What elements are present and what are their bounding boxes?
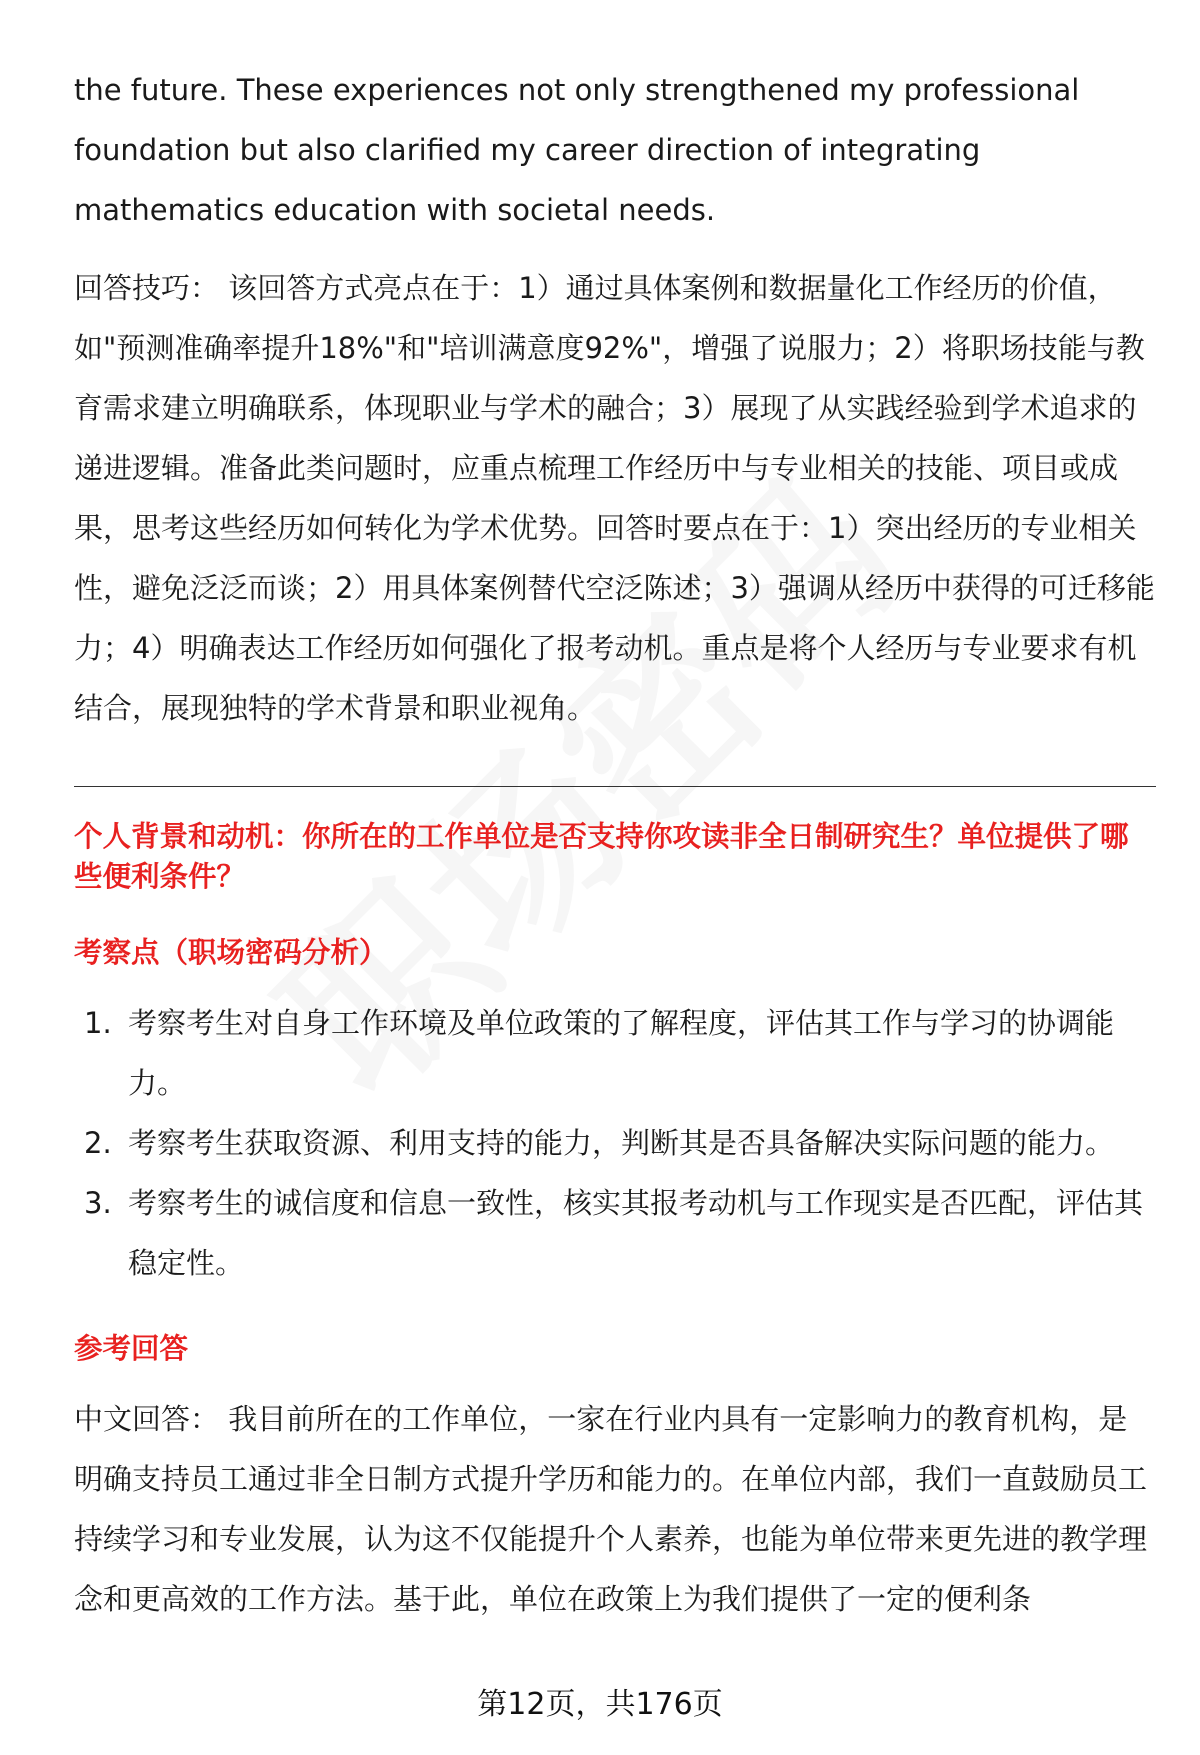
assessment-heading: 考察点（职场密码分析） xyxy=(74,936,388,969)
list-item-text: 考察考生的诚信度和信息一致性，核实其报考动机与工作现实是否匹配，评估其稳定性。 xyxy=(128,1186,1144,1280)
list-item xyxy=(74,993,1156,1113)
document-page xyxy=(74,60,1156,1629)
reference-answer-heading: 参考回答 xyxy=(74,1332,189,1365)
list-item-number: 2. xyxy=(84,1126,112,1160)
answer-tips-paragraph: 回答技巧： 该回答方式亮点在于：1）通过具体案例和数据量化工作经历的价值，如"预测准确率提升18%"和"培训满意度92%"，增强了说服力；2）将职场技能与教育需求建立明确联系，体现职业与学术的融合；3）展现了从实践经验到学术追求的递进逻辑。准备此类问题时，应重点梳理工作经历中与专业相关的技能、项目或成果，思考这些经历如何转化为学术优势。回答时要点在于：1）突出经历的专业相关性，避免泛泛而谈；2）用具体案例替代空泛陈述；3）强调从经历中获得的可迁移能力；4）明确表达工作经历如何强化了报考动机。重点是将个人经历与专业要求有机结合，展现独特的学术背景和职业视角。 xyxy=(74,271,1155,725)
list-item xyxy=(74,1173,1156,1293)
section-divider xyxy=(74,786,1156,787)
assessment-points-list xyxy=(74,993,1156,1293)
chinese-answer-paragraph: 中文回答： 我目前所在的工作单位，一家在行业内具有一定影响力的教育机构，是明确支持员工通过非全日制方式提升学历和能力的。在单位内部，我们一直鼓励员工持续学习和专业发展，认为这不仅能提升个人素养，也能为单位带来更先进的教学理念和更高效的工作方法。基于此，单位在政策上为我们提供了一定的便利条 xyxy=(74,1402,1148,1616)
list-item xyxy=(74,1113,1156,1173)
list-item-text: 考察考生获取资源、利用支持的能力，判断其是否具备解决实际问题的能力。 xyxy=(128,1126,1115,1160)
page-footer: 第12页，共176页 xyxy=(477,1687,723,1722)
list-item-text: 考察考生对自身工作环境及单位政策的了解程度，评估其工作与学习的协调能力。 xyxy=(128,1006,1115,1100)
continuation-paragraph: the future. These experiences not only strengthened my professional foundation but also clarified my career direction of integrating mathematics education with societal needs. xyxy=(74,73,1080,227)
list-item-number: 1. xyxy=(84,1006,112,1040)
question-title: 个人背景和动机：你所在的工作单位是否支持你攻读非全日制研究生？单位提供了哪些便利条件？ xyxy=(74,820,1129,893)
list-item-number: 3. xyxy=(84,1186,112,1220)
